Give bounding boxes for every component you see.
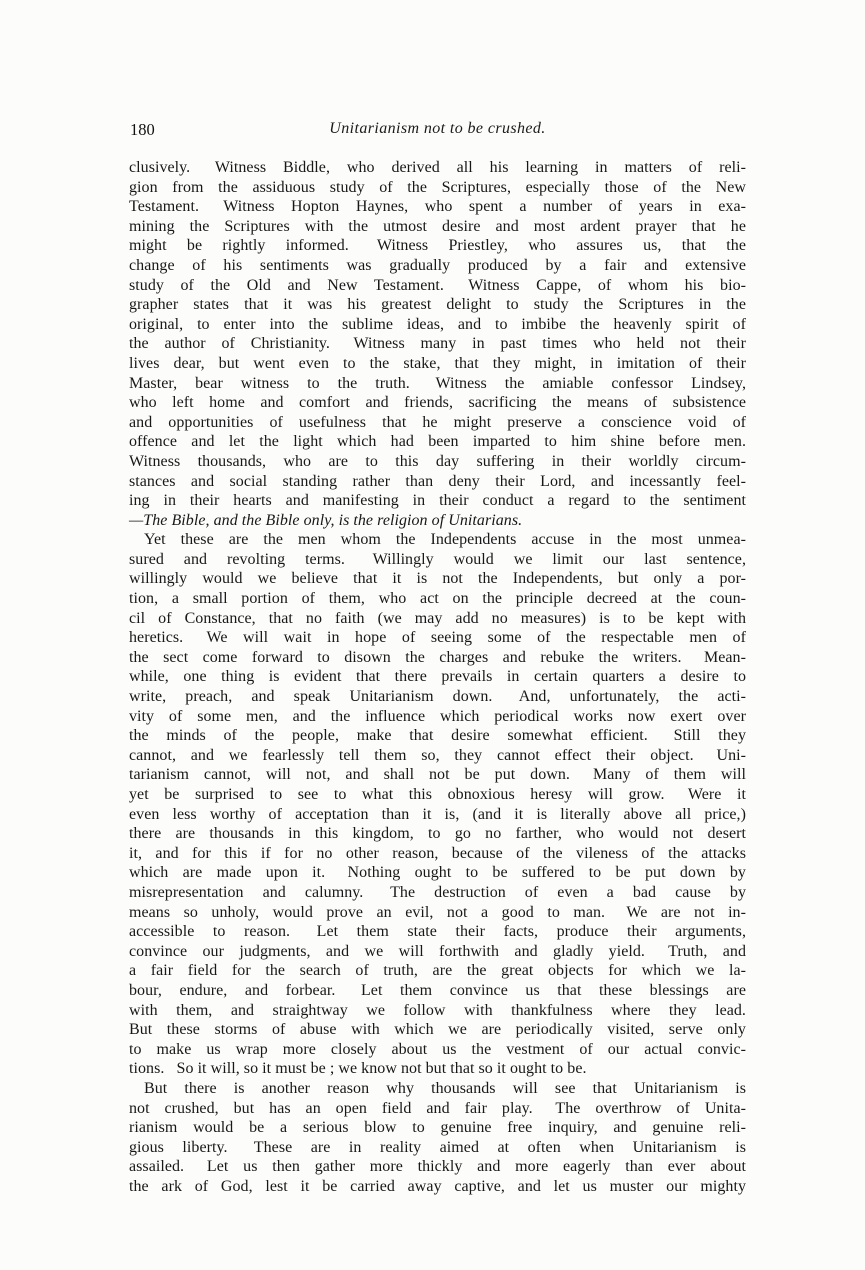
text-line: vity of some men, and the influence which periodical works now exert over	[129, 707, 746, 725]
text-line: gious liberty. These are in reality aimed at often when Unitarianism is	[129, 1138, 746, 1156]
text-line: offence and let the light which had been imparted to him shine before men.	[129, 433, 746, 451]
text-line: grapher states that it was his greatest delight to study the Scriptures in the	[129, 296, 746, 314]
text-line: Testament. Witness Hopton Haynes, who spent a number of years in exa-	[129, 198, 746, 216]
text-line: heretics. We will wait in hope of seeing some of the respectable men of	[129, 629, 746, 647]
text-line: not crushed, but has an open field and fair play. The overthrow of Unita-	[129, 1099, 746, 1117]
text-line: stances and social standing rather than deny their Lord, and incessantly feel-	[129, 472, 746, 490]
text-line: study of the Old and New Testament. Witness Cappe, of whom his bio-	[129, 276, 746, 294]
text-line: But these storms of abuse with which we are periodically visited, serve only	[129, 1021, 746, 1039]
text-line: misrepresentation and calumny. The destruction of even a bad cause by	[129, 883, 746, 901]
paragraph	[129, 1079, 746, 1197]
text-line: the sect come forward to disown the charges and rebuke the writers. Mean-	[129, 648, 746, 666]
text-line: while, one thing is evident that there prevails in certain quarters a desire to	[129, 668, 746, 686]
page-header	[129, 120, 746, 142]
text-line: rianism would be a serious blow to genuine free inquiry, and genuine reli-	[129, 1119, 746, 1137]
text-line: even less worthy of acceptation than it is, (and it is literally above all price,)	[129, 805, 746, 823]
text-line: there are thousands in this kingdom, to go no farther, who would not desert	[129, 825, 746, 843]
paragraph	[129, 158, 746, 530]
text-line: clusively. Witness Biddle, who derived all his learning in matters of reli-	[129, 159, 746, 176]
text-line: cil of Constance, that no faith (we may add no measures) is to be kept with	[129, 609, 746, 627]
text-line: sured and revolting terms. Willingly would we limit our last sentence,	[129, 550, 746, 568]
text-line: cannot, and we fearlessly tell them so, they cannot effect their object. Uni-	[129, 746, 746, 764]
text-line: the minds of the people, make that desire somewhat efficient. Still they	[129, 727, 746, 745]
text-line: tions. So it will, so it must be ; we know not but that so it ought to be.	[129, 1060, 587, 1078]
text-line: Master, bear witness to the truth. Witness the amiable confessor Lindsey,	[129, 374, 746, 392]
text-line: Yet these are the men whom the Independents accuse in the most unmea-	[144, 531, 746, 549]
text-line: means so unholy, would prove an evil, not a good to man. We are not in-	[129, 903, 746, 921]
text-line: which are made upon it. Nothing ought to be suffered to be put down by	[129, 864, 746, 882]
text-line: —The Bible, and the Bible only, is the religion of Unitarians.	[129, 511, 523, 529]
text-line: it, and for this if for no other reason, because of the vileness of the attacks	[129, 844, 746, 862]
text-line: original, to enter into the sublime ideas, and to imbibe the heavenly spirit of	[129, 315, 746, 333]
text-line: convince our judgments, and we will forthwith and gladly yield. Truth, and	[129, 942, 746, 960]
text-line: lives dear, but went even to the stake, that they might, in imitation of their	[129, 354, 746, 372]
text-line: and opportunities of usefulness that he might preserve a conscience void of	[129, 413, 746, 431]
text-line: bour, endure, and forbear. Let them convince us that these blessings are	[129, 981, 746, 999]
text-line: might be rightly informed. Witness Priestley, who assures us, that the	[129, 237, 746, 255]
text-line: But there is another reason why thousands will see that Unitarianism is	[144, 1079, 746, 1097]
text-line: tion, a small portion of them, who act on the principle decreed at the coun-	[129, 590, 746, 608]
text-line: with them, and straightway we follow with thankfulness where they lead.	[129, 1001, 746, 1019]
text-line: change of his sentiments was gradually produced by a fair and extensive	[129, 256, 746, 274]
running-title: Unitarianism not to be crushed.	[329, 120, 546, 137]
text-line: to make us wrap more closely about us the vestment of our actual convic-	[129, 1040, 746, 1058]
text-line: gion from the assiduous study of the Scriptures, especially those of the New	[129, 178, 746, 196]
text-line: who left home and comfort and friends, sacrificing the means of subsistence	[129, 394, 746, 412]
text-line: assailed. Let us then gather more thickly and more eagerly than ever about	[129, 1158, 746, 1176]
text-line: write, preach, and speak Unitarianism down. And, unfortunately, the acti-	[129, 688, 746, 706]
page-number: 180	[130, 120, 155, 139]
paragraph	[129, 530, 746, 1079]
text-line: willingly would we believe that it is not the Independents, but only a por-	[129, 570, 746, 588]
text-line: accessible to reason. Let them state their facts, produce their arguments,	[129, 923, 746, 941]
page-body	[129, 158, 746, 1196]
text-line: the author of Christianity. Witness many in past times who held not their	[129, 335, 746, 353]
text-line: a fair field for the search of truth, are the great objects for which we la-	[129, 962, 746, 980]
text-block	[129, 120, 746, 1196]
text-line: the ark of God, lest it be carried away captive, and let us muster our mighty	[129, 1177, 746, 1195]
text-line: yet be surprised to see to what this obnoxious heresy will grow. Were it	[129, 786, 746, 803]
text-line: tarianism cannot, will not, and shall not be put down. Many of them will	[129, 766, 746, 784]
text-line: mining the Scriptures with the utmost desire and most ardent prayer that he	[129, 217, 746, 235]
text-line: Witness thousands, who are to this day suffering in their worldly circum-	[129, 452, 746, 470]
text-line: ing in their hearts and manifesting in their conduct a regard to the sentiment	[129, 492, 746, 510]
